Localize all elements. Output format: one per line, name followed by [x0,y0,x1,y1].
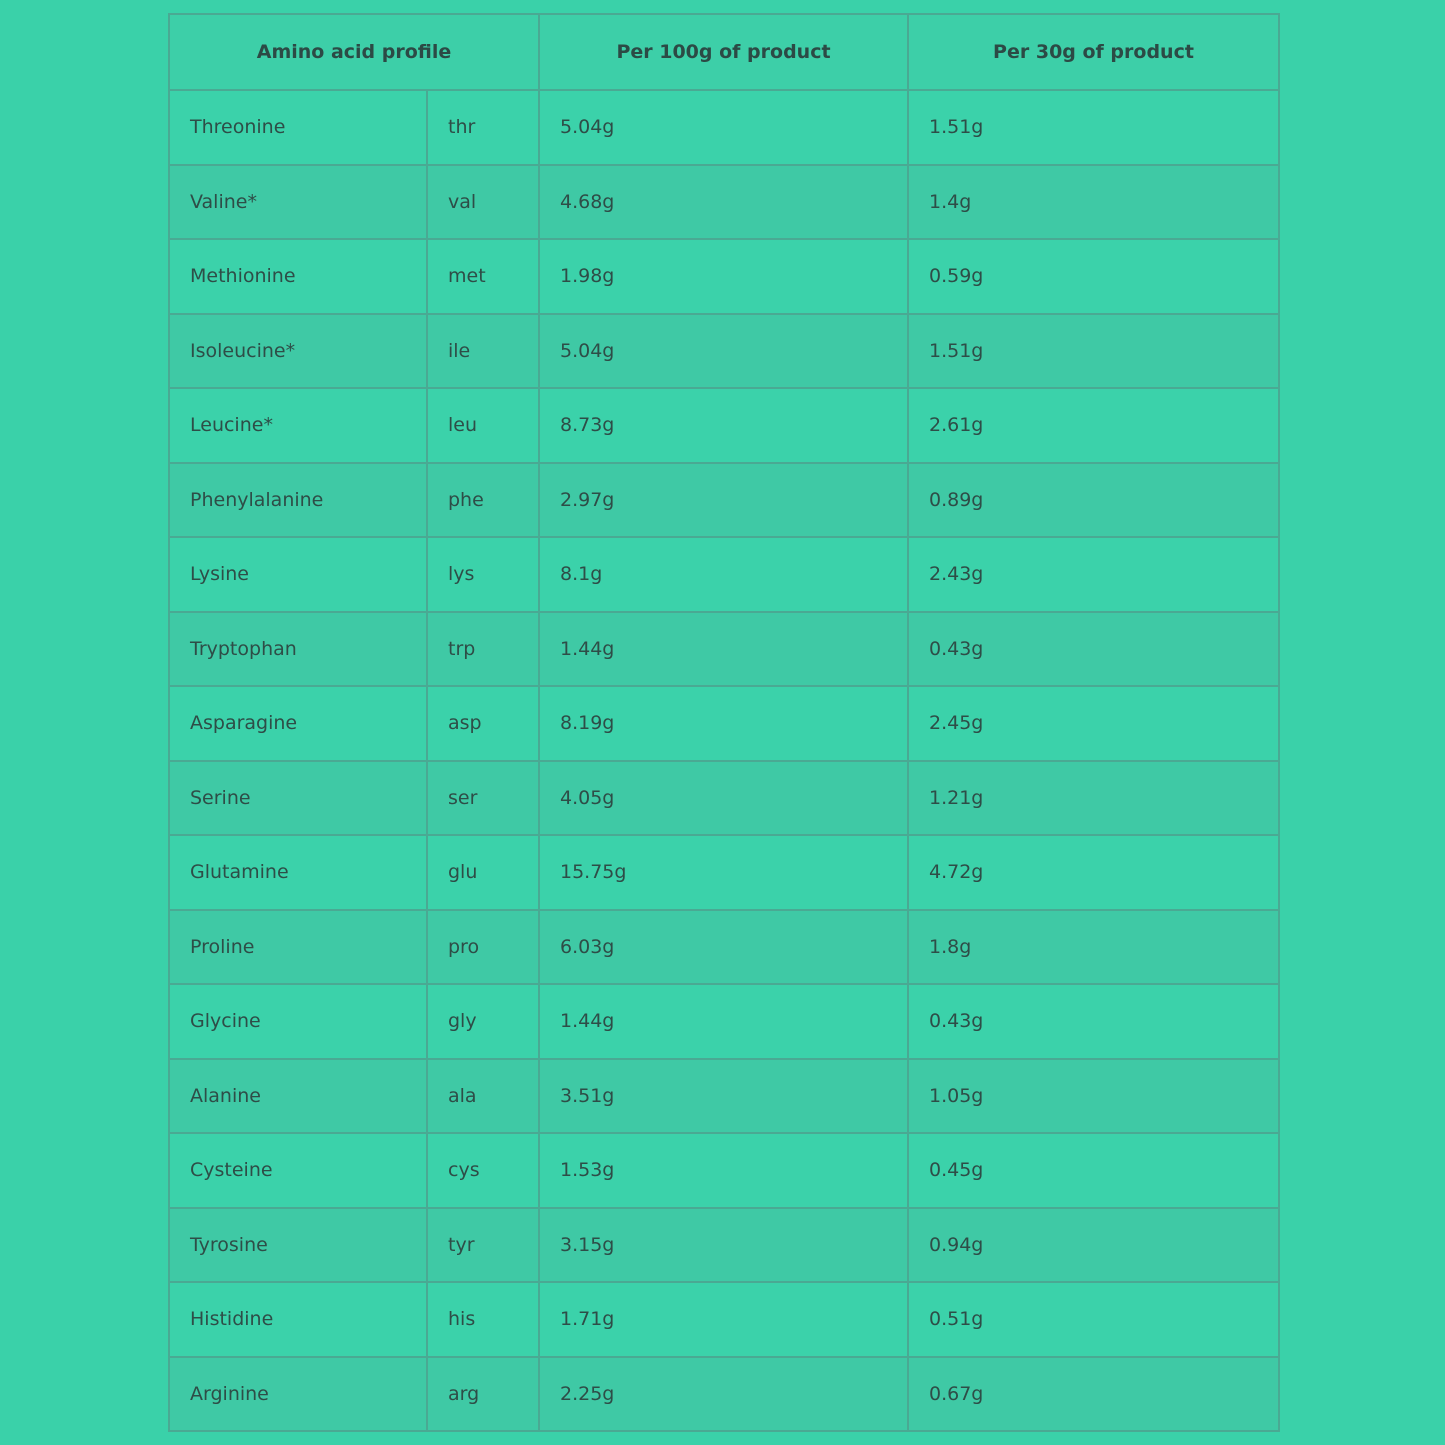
table-row [169,90,1279,165]
table-row [169,1208,1279,1283]
amino-acid-abbr-cell: trp [427,612,539,687]
table-row [169,910,1279,985]
amino-acid-name-cell: Leucine* [169,388,427,463]
per-30g-cell: 1.21g [908,761,1279,836]
per-100g-cell: 1.71g [539,1282,908,1357]
table-row [169,388,1279,463]
per-30g-cell: 0.59g [908,239,1279,314]
per-30g-cell: 0.67g [908,1357,1279,1432]
per-30g-cell: 1.05g [908,1059,1279,1134]
per-100g-cell: 2.97g [539,463,908,538]
table-row [169,239,1279,314]
per-30g-cell: 4.72g [908,835,1279,910]
per-30g-cell: 1.8g [908,910,1279,985]
amino-acid-table [168,13,1280,1432]
amino-acid-name-cell: Isoleucine* [169,314,427,389]
per-30g-cell: 1.51g [908,314,1279,389]
amino-acid-name-cell: Tryptophan [169,612,427,687]
amino-acid-abbr-cell: met [427,239,539,314]
amino-acid-abbr-cell: thr [427,90,539,165]
per-100g-cell: 1.98g [539,239,908,314]
per-100g-cell: 1.53g [539,1133,908,1208]
amino-acid-name-cell: Proline [169,910,427,985]
per-30g-cell: 0.51g [908,1282,1279,1357]
table-row [169,686,1279,761]
per-30g-cell: 0.89g [908,463,1279,538]
header-per-100g: Per 100g of product [539,14,908,90]
per-100g-cell: 8.73g [539,388,908,463]
per-100g-cell: 5.04g [539,314,908,389]
per-100g-cell: 8.19g [539,686,908,761]
per-100g-cell: 4.05g [539,761,908,836]
table-row [169,612,1279,687]
table-row [169,314,1279,389]
per-100g-cell: 4.68g [539,165,908,240]
table-header-row [169,14,1279,90]
per-30g-cell: 2.61g [908,388,1279,463]
per-30g-cell: 0.94g [908,1208,1279,1283]
per-30g-cell: 1.4g [908,165,1279,240]
amino-acid-name-cell: Histidine [169,1282,427,1357]
amino-acid-name-cell: Arginine [169,1357,427,1432]
table-row [169,984,1279,1059]
header-per-30g: Per 30g of product [908,14,1279,90]
per-100g-cell: 1.44g [539,612,908,687]
amino-acid-name-cell: Cysteine [169,1133,427,1208]
per-100g-cell: 3.15g [539,1208,908,1283]
per-100g-cell: 6.03g [539,910,908,985]
table-row [169,761,1279,836]
amino-acid-abbr-cell: glu [427,835,539,910]
per-30g-cell: 1.51g [908,90,1279,165]
per-100g-cell: 5.04g [539,90,908,165]
per-30g-cell: 0.45g [908,1133,1279,1208]
amino-acid-name-cell: Threonine [169,90,427,165]
amino-acid-abbr-cell: cys [427,1133,539,1208]
header-amino-acid-profile: Amino acid profile [169,14,539,90]
per-100g-cell: 3.51g [539,1059,908,1134]
table-row [169,835,1279,910]
per-30g-cell: 2.45g [908,686,1279,761]
amino-acid-name-cell: Glutamine [169,835,427,910]
amino-acid-abbr-cell: ala [427,1059,539,1134]
amino-acid-abbr-cell: ser [427,761,539,836]
amino-acid-abbr-cell: asp [427,686,539,761]
amino-acid-name-cell: Valine* [169,165,427,240]
amino-acid-abbr-cell: ile [427,314,539,389]
table-row [169,1059,1279,1134]
table-row [169,1357,1279,1432]
amino-acid-name-cell: Alanine [169,1059,427,1134]
per-30g-cell: 0.43g [908,984,1279,1059]
amino-acid-abbr-cell: pro [427,910,539,985]
table-row [169,165,1279,240]
amino-acid-name-cell: Glycine [169,984,427,1059]
table-row [169,463,1279,538]
amino-acid-name-cell: Serine [169,761,427,836]
amino-acid-abbr-cell: val [427,165,539,240]
per-100g-cell: 2.25g [539,1357,908,1432]
amino-acid-abbr-cell: gly [427,984,539,1059]
amino-acid-name-cell: Phenylalanine [169,463,427,538]
table-row [169,1133,1279,1208]
table-body [169,90,1279,1431]
per-30g-cell: 0.43g [908,612,1279,687]
amino-acid-abbr-cell: lys [427,537,539,612]
table-row [169,1282,1279,1357]
amino-acid-name-cell: Tyrosine [169,1208,427,1283]
amino-acid-abbr-cell: arg [427,1357,539,1432]
amino-acid-name-cell: Lysine [169,537,427,612]
amino-acid-abbr-cell: phe [427,463,539,538]
per-100g-cell: 1.44g [539,984,908,1059]
table-row [169,537,1279,612]
amino-acid-abbr-cell: tyr [427,1208,539,1283]
amino-acid-name-cell: Asparagine [169,686,427,761]
per-100g-cell: 15.75g [539,835,908,910]
amino-acid-name-cell: Methionine [169,239,427,314]
amino-acid-abbr-cell: his [427,1282,539,1357]
amino-acid-abbr-cell: leu [427,388,539,463]
per-30g-cell: 2.43g [908,537,1279,612]
per-100g-cell: 8.1g [539,537,908,612]
